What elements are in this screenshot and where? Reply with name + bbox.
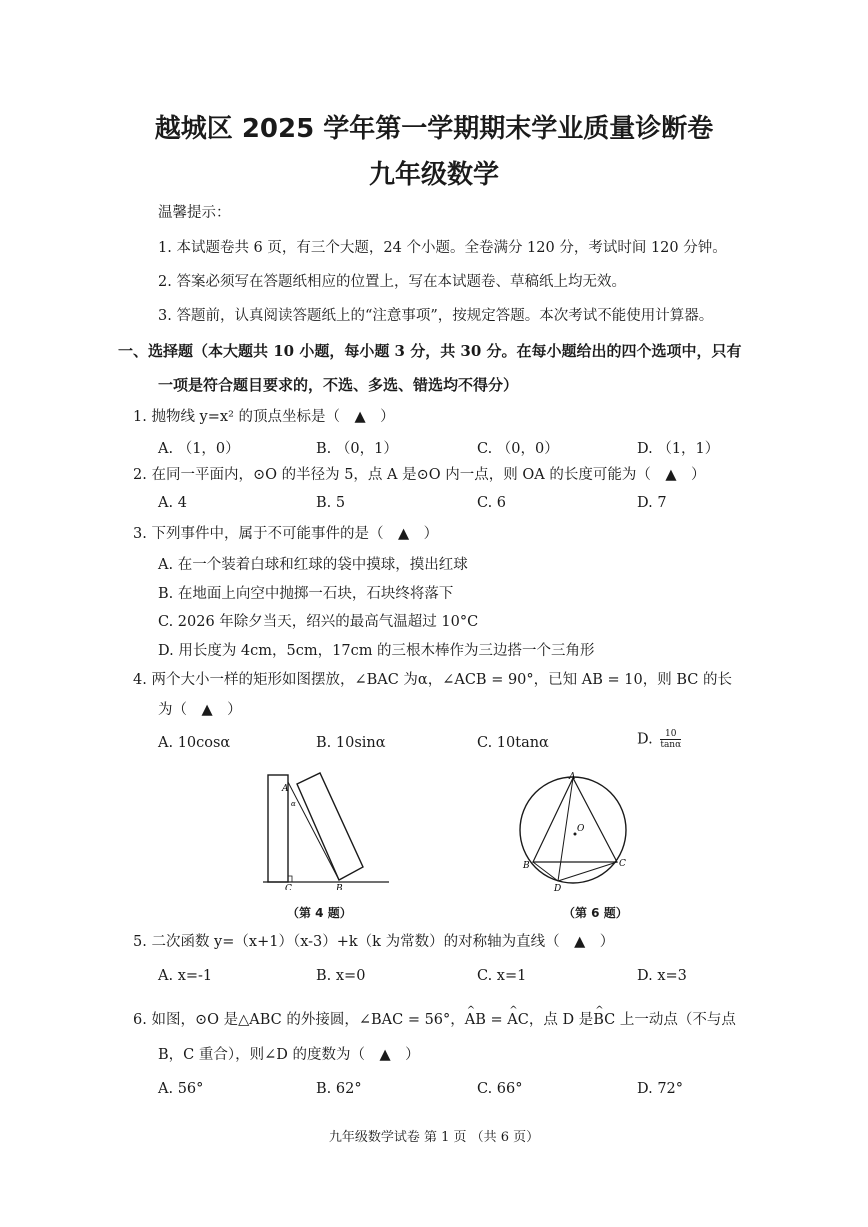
fig6-label-c: C — [619, 859, 626, 869]
q4-option-b: B. 10sinα — [316, 735, 386, 751]
q3-option-c: C. 2026 年除夕当天，绍兴的最高气温超过 10°C — [158, 614, 479, 630]
fig4-label-b: B — [336, 884, 343, 890]
q5-option-a: A. x=-1 — [158, 968, 213, 984]
q6-option-a: A. 56° — [158, 1081, 204, 1097]
fig6-label-o: O — [577, 824, 585, 834]
q1-option-c: C. （0，0） — [477, 441, 559, 457]
q5-option-c: C. x=1 — [477, 968, 527, 984]
q6-arc-ac: ^ AC — [507, 1010, 529, 1030]
q6-option-c: C. 66° — [477, 1081, 523, 1097]
fig6-label-a: A — [569, 772, 576, 782]
figure-q6-caption: （第 6 题） — [563, 906, 628, 920]
fig4-label-a: A — [282, 784, 289, 794]
fig6-label-d: D — [554, 884, 562, 894]
tip-item-1: 1. 本试题卷共 6 页，有三个大题，24 个小题。全卷满分 120 分，考试时间 120 分钟。 — [158, 240, 727, 256]
q3-option-a: A. 在一个装着白球和红球的袋中摸球，摸出红球 — [158, 557, 468, 573]
q6-stem-part-c: 上一动点（不与点 — [615, 1012, 736, 1028]
q5-stem: 5. 二次函数 y=（x+1）（x-3）+k（k 为常数）的对称轴为直线（ ▲ ） — [133, 934, 615, 950]
page-footer: 九年级数学试卷 第 1 页 （共 6 页） — [328, 1130, 540, 1145]
figure-q4-caption: （第 4 题） — [287, 906, 352, 920]
q4-option-d-label: D. — [637, 731, 653, 748]
tip-item-3: 3. 答题前，认真阅读答题纸上的“注意事项”，按规定答题。本次考试不能使用计算器。 — [158, 308, 714, 324]
q1-option-b: B. （0，1） — [316, 441, 398, 457]
page-title: 越城区 2025 学年第一学期期末学业质量诊断卷 — [154, 114, 714, 144]
q6-stem-part-a: 6. 如图，⊙O 是△ABC 的外接圆，∠BAC = 56°， — [133, 1012, 465, 1028]
q6-arc-ab: ^ AB — [465, 1010, 486, 1030]
page-subtitle: 九年级数学 — [368, 160, 499, 190]
q1-option-d: D. （1，1） — [637, 441, 720, 457]
q6-stem-part-b: ，点 D 是 — [528, 1012, 594, 1028]
q6-equals: = — [485, 1012, 508, 1028]
q4-option-a: A. 10cosα — [158, 735, 231, 751]
q5-option-b: B. x=0 — [316, 968, 366, 984]
tips-heading: 温馨提示： — [158, 205, 231, 221]
q2-option-d: D. 7 — [637, 495, 667, 511]
q6-stem-line2: B，C 重合），则∠D 的度数为（ ▲ ） — [158, 1047, 420, 1063]
section-heading-line1: 一、选择题（本大题共 10 小题，每小题 3 分，共 30 分。在每小题给出的四个选项中，只有 — [118, 342, 742, 360]
section-heading-line2: 一项是符合题目要求的，不选、多选、错选均不得分） — [158, 376, 519, 394]
fig4-label-c: C — [285, 884, 292, 890]
fig6-label-b: B — [523, 861, 530, 871]
figure-q4-rectangles — [255, 770, 395, 890]
fig4-label-alpha: α — [291, 800, 296, 808]
q2-option-c: C. 6 — [477, 495, 507, 511]
q6-option-b: B. 62° — [316, 1081, 362, 1097]
q4-stem-line2: 为（ ▲ ） — [158, 702, 242, 718]
figure-q6-circle — [515, 770, 635, 895]
q3-option-b: B. 在地面上向空中抛掷一石块，石块终将落下 — [158, 586, 454, 602]
tip-item-2: 2. 答案必须写在答题纸相应的位置上，写在本试题卷、草稿纸上均无效。 — [158, 274, 626, 290]
q2-option-a: A. 4 — [158, 495, 187, 511]
q2-option-b: B. 5 — [316, 495, 346, 511]
q6-arc-bc: ^ BC — [593, 1010, 615, 1030]
q3-stem: 3. 下列事件中，属于不可能事件的是（ ▲ ） — [133, 526, 439, 542]
fraction-denominator: tanα — [660, 740, 682, 750]
q6-option-d: D. 72° — [637, 1081, 684, 1097]
q1-stem: 1. 抛物线 y=x² 的顶点坐标是（ ▲ ） — [133, 409, 395, 425]
q1-option-a: A. （1，0） — [158, 441, 240, 457]
q4-option-d-fraction — [660, 729, 681, 750]
q3-option-d: D. 用长度为 4cm，5cm，17cm 的三根木棒作为三边搭一个三角形 — [158, 643, 595, 659]
q4-stem-line1: 4. 两个大小一样的矩形如图摆放，∠BAC 为α，∠ACB = 90°，已知 AB = 10，则 BC 的长 — [133, 672, 732, 688]
q6-stem-line1 — [133, 1010, 736, 1030]
q2-stem: 2. 在同一平面内，⊙O 的半径为 5，点 A 是⊙O 内一点，则 OA 的长度可能为（ ▲ ） — [133, 467, 706, 483]
q4-option-c: C. 10tanα — [477, 735, 549, 751]
q4-option-d — [637, 729, 681, 750]
fraction-numerator: 10 — [660, 729, 681, 740]
q5-option-d: D. x=3 — [637, 968, 687, 984]
